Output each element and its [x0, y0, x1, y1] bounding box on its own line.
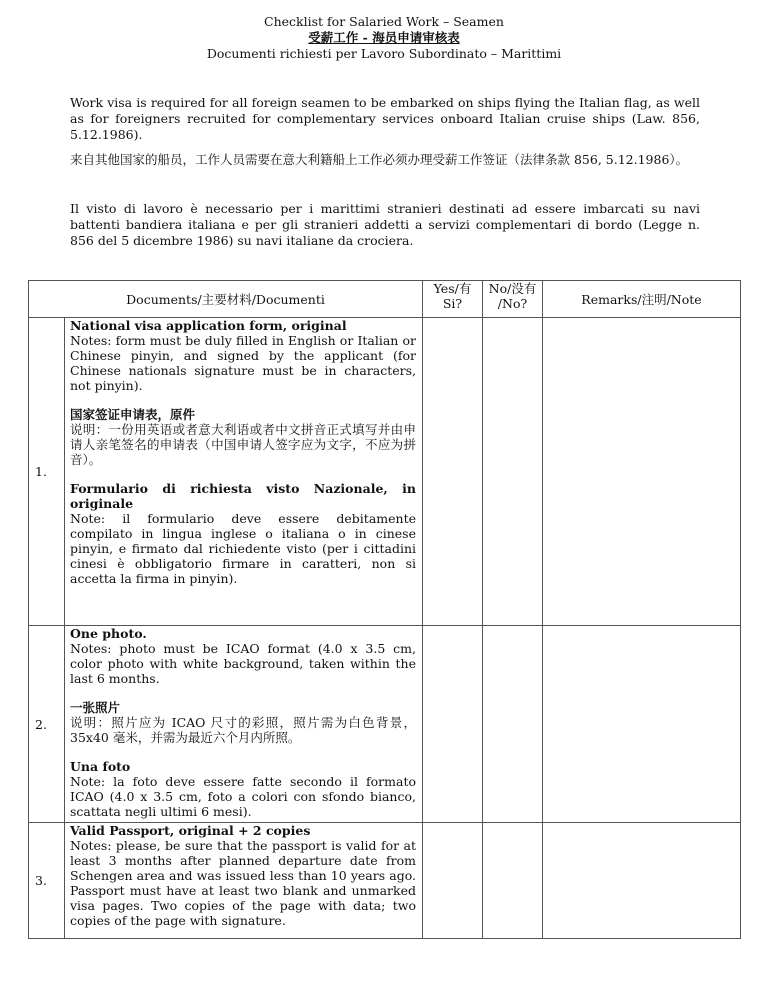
doc-title-en: National visa application form, original	[70, 318, 347, 333]
intro-english: Work visa is required for all foreign seamen to be embarked on ships flying the Italian flag, as well as for foreigners recruited for complementary services onboard Italian cruise ships (Law. 856, 5.12.1986).	[70, 95, 700, 142]
doc-note-cn: 说明：照片应为 ICAO 尺寸的彩照，照片需为白色背景，35x40 毫米，并需为最近六个月内所照。	[70, 715, 416, 745]
yes-checkbox-cell[interactable]	[423, 823, 483, 939]
header-yes: Yes/有 Si?	[423, 281, 483, 318]
checklist-table	[28, 280, 741, 939]
no-checkbox-cell[interactable]	[483, 318, 543, 626]
row-number: 1.	[29, 318, 65, 626]
title-chinese: 受薪工作 - 海员申请审核表	[308, 30, 460, 45]
row-number: 2.	[29, 626, 65, 823]
document-cell	[65, 823, 423, 939]
header-no: No/没有 /No?	[483, 281, 543, 318]
remarks-cell[interactable]	[543, 823, 741, 939]
doc-title-it: Una foto	[70, 759, 131, 774]
header-documents: Documents/主要材料/Documenti	[29, 281, 423, 318]
table-row	[29, 823, 741, 939]
doc-title-it: Formulario di richiesta visto Nazionale, in originale	[70, 481, 416, 511]
doc-title-cn: 一张照片	[70, 700, 121, 715]
no-checkbox-cell[interactable]	[483, 823, 543, 939]
remarks-cell[interactable]	[543, 626, 741, 823]
doc-note-en: Notes: photo must be ICAO format (4.0 x 3.5 cm, color photo with white background, taken within the last 6 months.	[70, 641, 416, 686]
document-header	[0, 14, 768, 62]
no-checkbox-cell[interactable]	[483, 626, 543, 823]
doc-title-cn: 国家签证申请表，原件	[70, 407, 196, 422]
document-cell	[65, 626, 423, 823]
doc-note-it: Note: il formulario deve essere debitamente compilato in lingua inglese o italiana o in cinese pinyin, e firmato dal richiedente visto (per i cittadini cinesi è obbligatorio firmare in caratteri, non si accetta la firma in pinyin).	[70, 511, 416, 586]
remarks-cell[interactable]	[543, 318, 741, 626]
document-cell	[65, 318, 423, 626]
title-italian: Documenti richiesti per Lavoro Subordinato – Marittimi	[206, 46, 562, 61]
doc-note-it: Note: la foto deve essere fatte secondo il formato ICAO (4.0 x 3.5 cm, foto a colori con sfondo bianco, scattata negli ultimi 6 mesi).	[70, 774, 416, 819]
yes-checkbox-cell[interactable]	[423, 318, 483, 626]
yes-checkbox-cell[interactable]	[423, 626, 483, 823]
title-english: Checklist for Salaried Work – Seamen	[264, 14, 504, 29]
intro-chinese: 来自其他国家的船员，工作人员需要在意大利籍船上工作必须办理受薪工作签证（法律条款 856, 5.12.1986）。	[70, 152, 689, 167]
doc-note-cn: 说明：一份用英语或者意大利语或者中文拼音正式填写并由申请人亲笔签名的申请表（中国申请人签字应为文字，不应为拼音）。	[70, 422, 416, 467]
doc-note-en: Notes: please, be sure that the passport is valid for at least 3 months after planned departure date from Schengen area and was issued less than 10 years ago. Passport must have at least two blank and unmarked visa pages. Two copies of the page with data; two copies of the page with signature.	[70, 838, 416, 928]
table-row	[29, 318, 741, 626]
doc-note-en: Notes: form must be duly filled in English or Italian or Chinese pinyin, and signed by the applicant (for Chinese nationals signature must be in characters, not pinyin).	[70, 333, 416, 393]
header-remarks: Remarks/注明/Note	[543, 281, 741, 318]
doc-title-en: One photo.	[70, 626, 147, 641]
intro-italian: Il visto di lavoro è necessario per i marittimi stranieri destinati ad essere imbarcati su navi battenti bandiera italiana e per gli stranieri addetti a servizi complementari di bordo (Legge n. 856 del 5 dicembre 1986) su navi italiane da crociera.	[70, 201, 700, 248]
row-number: 3.	[29, 823, 65, 939]
doc-title-en: Valid Passport, original + 2 copies	[70, 823, 311, 838]
table-row	[29, 626, 741, 823]
table-header-row	[29, 281, 741, 318]
